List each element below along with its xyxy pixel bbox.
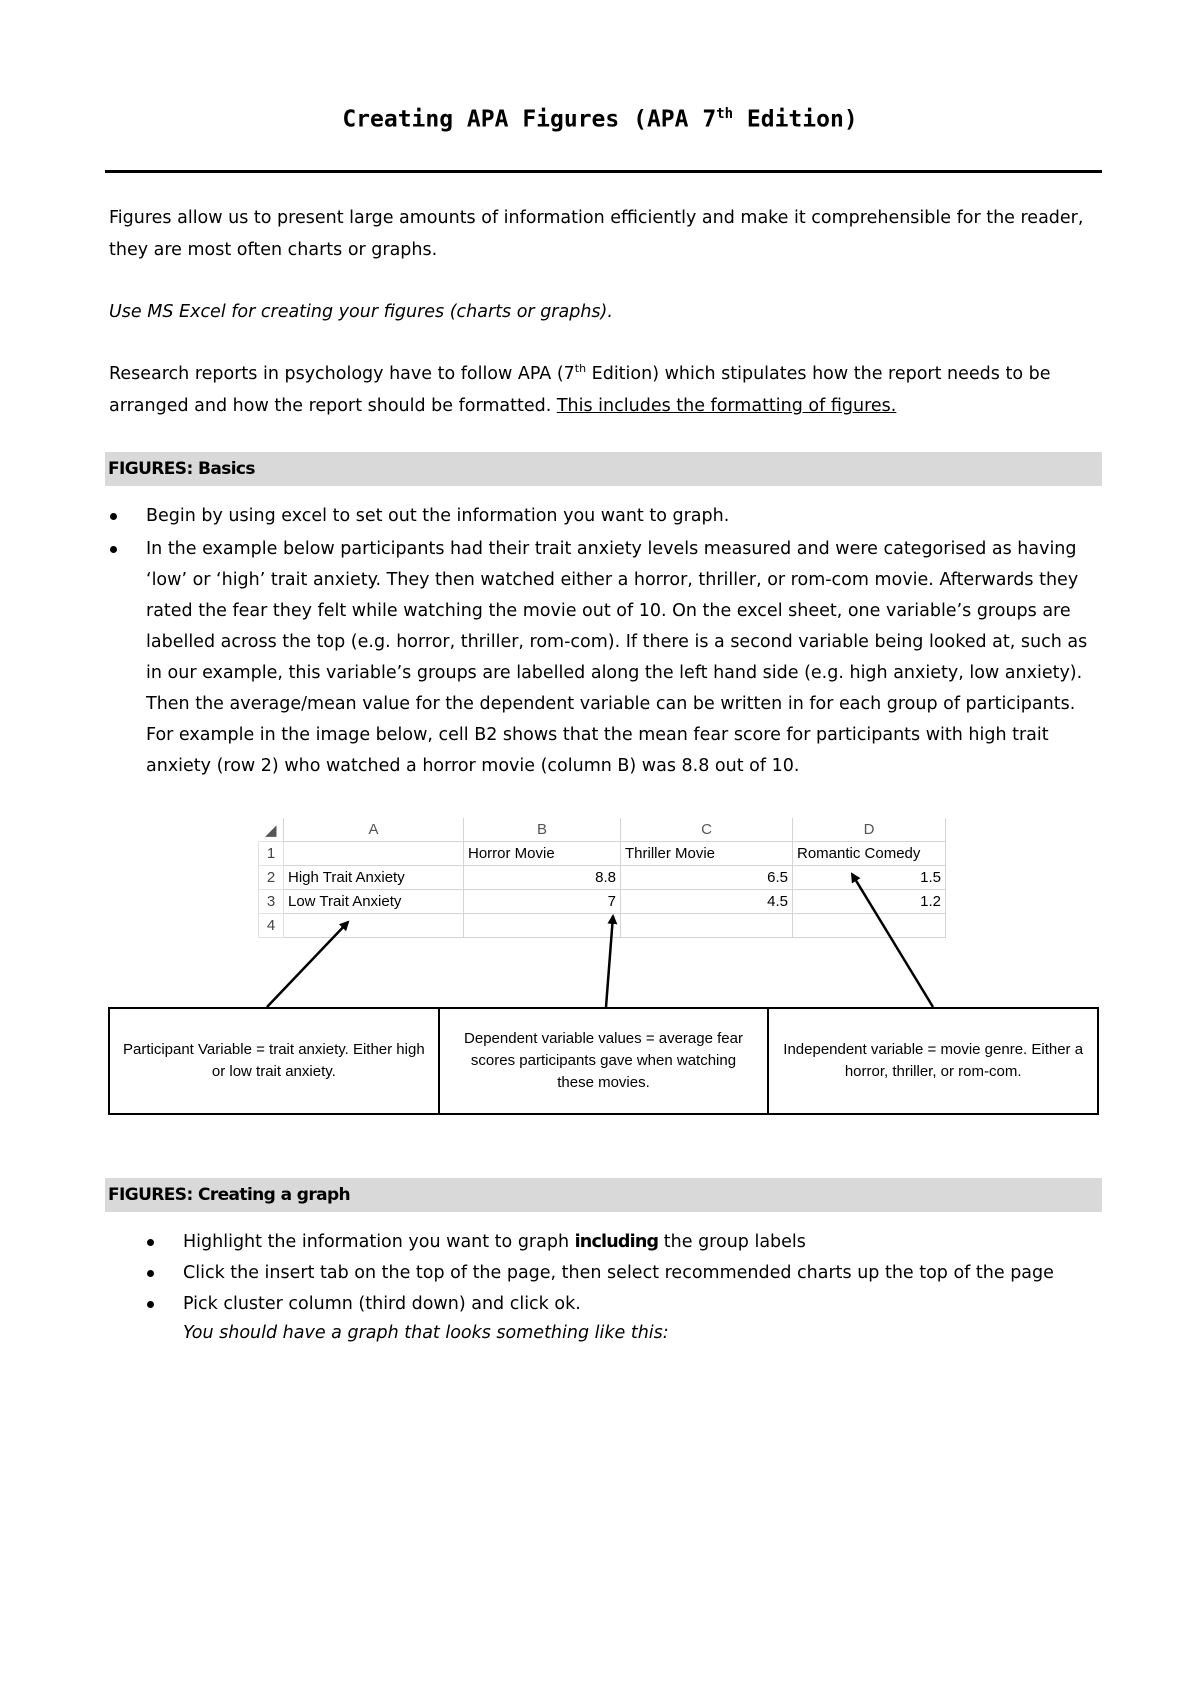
column-header: C — [621, 818, 793, 842]
cell: High Trait Anxiety — [284, 866, 464, 890]
cell: Thriller Movie — [621, 842, 793, 866]
page-title: Creating APA Figures (APA 7th Edition) — [342, 106, 858, 133]
formatting-note: This includes the formatting of figures. — [556, 396, 897, 416]
bullet-icon — [147, 1301, 154, 1308]
cell: Romantic Comedy — [793, 842, 946, 866]
apa-paragraph: Research reports in psychology have to follow APA (7th Edition) which stipulates how the report needs to be arranged and how the report should be formatted. This includes the formatting of figures. — [109, 362, 1051, 416]
callout-independent-variable: Independent variable = movie genre. Either a horror, thriller, or rom-com. — [767, 1009, 1097, 1113]
cell: 7 — [464, 890, 621, 914]
cell: 1.2 — [793, 890, 946, 914]
list-item: Pick cluster column (third down) and click ok. — [183, 1289, 1098, 1320]
sheet-corner: ◢ — [264, 821, 277, 839]
list-item: Begin by using excel to set out the information you want to graph. — [146, 501, 1098, 532]
cell: 1.5 — [793, 866, 946, 890]
cell: 8.8 — [464, 866, 621, 890]
row-header: 2 — [259, 866, 284, 890]
section-heading-creating-graph: FIGURES: Creating a graph — [105, 1178, 1102, 1212]
callout-boxes — [108, 1007, 1099, 1115]
callout-dependent-variable: Dependent variable values = average fear scores participants gave when watching these movies. — [438, 1009, 768, 1113]
column-header: B — [464, 818, 621, 842]
row-header: 4 — [259, 914, 284, 938]
list-item: In the example below participants had their trait anxiety levels measured and were categorised as having ‘low’ or ‘high’ trait anxiety. They then watched either a horror, thriller, or rom-com movie. Afterwards they rated the fear they felt while watching the movie out of 10. On the excel sheet, one variable’s groups are labelled across the top (e.g. horror, thriller, rom-com). If there is a second variable being looked at, such as in our example, this variable’s groups are labelled along the left hand side (e.g. high anxiety, low anxiety). Then the average/mean value for the dependent variable can be written in for each group of participants. For example in the image below, cell B2 shows that the mean fear score for participants with high trait anxiety (row 2) who watched a horror movie (column B) was 8.8 out of 10. — [146, 534, 1098, 782]
cell: Horror Movie — [464, 842, 621, 866]
arrow-participant — [267, 922, 348, 1007]
cell: Low Trait Anxiety — [284, 890, 464, 914]
callout-participant-variable: Participant Variable = trait anxiety. Either high or low trait anxiety. — [122, 1041, 425, 1080]
list-note: You should have a graph that looks something like this: — [183, 1323, 669, 1343]
list-item: Click the insert tab on the top of the page, then select recommended charts up the top of the page — [183, 1258, 1098, 1289]
row-header: 3 — [259, 890, 284, 914]
bullet-icon — [147, 1239, 154, 1246]
section-heading-basics: FIGURES: Basics — [105, 452, 1102, 486]
intro-paragraph: Figures allow us to present large amounts of information efficiently and make it comprehensible for the reader, they are most often charts or graphs. — [109, 208, 1084, 260]
arrow-dependent — [606, 916, 613, 1007]
row-header: 1 — [259, 842, 284, 866]
column-header: A — [284, 818, 464, 842]
excel-note: Use MS Excel for creating your figures (charts or graphs). — [109, 302, 613, 322]
bullet-icon — [147, 1270, 154, 1277]
list-item: Highlight the information you want to graph including the group labels — [183, 1227, 1098, 1258]
cell: 4.5 — [621, 890, 793, 914]
column-header: D — [793, 818, 946, 842]
cell: 6.5 — [621, 866, 793, 890]
arrow-independent — [852, 874, 933, 1007]
graph-steps-list — [183, 1227, 1098, 1347]
